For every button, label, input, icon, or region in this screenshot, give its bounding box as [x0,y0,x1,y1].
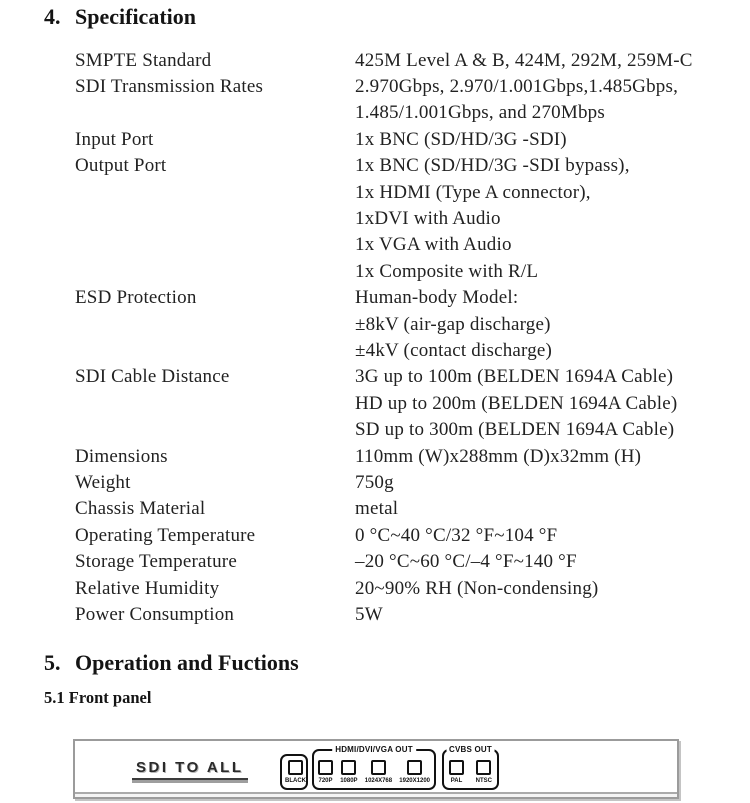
spec-values [355,127,750,153]
spec-row [75,444,750,470]
panel-button-icon [288,760,303,775]
spec-row [75,48,750,74]
spec-row [75,470,750,496]
spec-values [355,364,750,443]
specification-table [75,48,750,629]
spec-row [75,153,750,285]
spec-row [75,602,750,628]
spec-values [355,285,750,364]
spec-value-line: 1x Composite with R/L [355,260,539,282]
spec-values [355,470,750,496]
spec-value-line: –20 °C~60 °C/–4 °F~140 °F [355,551,577,573]
spec-values [355,74,750,127]
spec-values [355,444,750,470]
spec-row [75,74,750,127]
front-panel-figure [73,739,679,799]
spec-row [75,285,750,364]
spec-label: Output Port [75,155,167,177]
spec-values [355,602,750,628]
panel-button-cell [449,760,464,785]
spec-label: Weight [75,472,131,493]
spec-value-line: 5W [355,604,383,626]
spec-value-line: 3G up to 100m (BELDEN 1694A Cable) [355,366,674,388]
spec-label: Power Consumption [75,604,235,626]
section5-number: 5. [44,650,61,676]
spec-value-line: 750g [355,472,394,493]
spec-label: SDI Cable Distance [75,366,230,388]
spec-value-line: 20~90% RH (Non-condensing) [355,577,599,599]
panel-button-label: NTSC [475,777,492,784]
section5-heading [0,628,750,677]
spec-values [355,496,750,522]
panel-button-label: PAL [450,777,463,784]
spec-values [355,48,750,74]
spec-row [75,127,750,153]
spec-label: Operating Temperature [75,524,256,546]
spec-value-line: SD up to 300m (BELDEN 1694A Cable) [355,419,675,441]
spec-value-line: 2.970Gbps, 2.970/1.001Gbps,1.485Gbps, [355,75,679,97]
button-group [280,754,308,790]
subsection-heading: 5.1 Front panel [44,687,152,707]
section4-heading [0,0,750,31]
spec-value-line: 1x HDMI (Type A connector), [355,181,591,203]
spec-row [75,576,750,602]
spec-value-line: 1xDVI with Audio [355,207,501,229]
panel-button-label: BLACK [285,777,306,784]
spec-label: Input Port [75,128,154,150]
spec-value-line: 1x BNC (SD/HD/3G -SDI) [355,128,567,150]
panel-button-cell [476,760,492,785]
spec-row [75,523,750,549]
section4-number: 4. [44,4,61,29]
spec-row [75,364,750,443]
panel-button-icon [341,760,356,775]
section5-title: Operation and Fuctions [75,650,299,676]
spec-value-line: 425M Level A & B, 424M, 292M, 259M-C [355,49,693,71]
spec-row [75,496,750,522]
device-logo: SDI TO ALL [132,759,248,780]
spec-value-line: 1x VGA with Audio [355,234,512,256]
panel-button-icon [407,760,422,775]
spec-row [75,549,750,575]
spec-value-line: 1.485/1.001Gbps, and 270Mbps [355,102,605,124]
panel-button-icon [318,760,333,775]
spec-value-line: HD up to 200m (BELDEN 1694A Cable) [355,392,678,414]
spec-label: ESD Protection [75,287,197,309]
panel-button-label: 720P [318,777,333,784]
panel-button-icon [371,760,386,775]
device-logo-wrap [132,759,248,780]
panel-button-cell [365,760,392,785]
panel-button-label: 1080P [340,777,358,784]
panel-button-cell [399,760,430,785]
spec-label: Storage Temperature [75,551,237,573]
panel-bottom-edge [75,792,677,797]
panel-button-cell [340,760,357,785]
spec-label: Chassis Material [75,498,206,520]
panel-button-icon [476,760,491,775]
spec-value-line: ±4kV (contact discharge) [355,339,553,361]
button-group-label: HDMI/DVI/VGA OUT [332,745,416,755]
panel-button-label: 1024X768 [364,777,393,784]
spec-label: Dimensions [75,445,168,467]
spec-value-line: 1x BNC (SD/HD/3G -SDI bypass), [355,155,630,177]
spec-label: SDI Transmission Rates [75,75,264,97]
panel-button-cell [285,760,306,785]
spec-label: SMPTE Standard [75,49,212,71]
spec-value-line: ±8kV (air-gap discharge) [355,313,551,335]
panel-button-icon [449,760,464,775]
button-group [442,744,499,790]
spec-values [355,523,750,549]
spec-value-line: 0 °C~40 °C/32 °F~104 °F [355,524,558,546]
button-group [312,744,436,790]
spec-label: Relative Humidity [75,577,220,599]
spec-value-line: metal [355,498,399,520]
spec-values [355,549,750,575]
panel-button-label: 1920X1200 [399,777,430,784]
spec-value-line: Human-body Model: [355,287,519,309]
spec-values [355,576,750,602]
spec-values [355,153,750,285]
panel-button-cell [318,760,333,785]
button-group-label: CVBS OUT [446,745,495,755]
spec-value-line: 110mm (W)x288mm (D)x32mm (H) [355,445,642,467]
section4-title: Specification [75,4,196,29]
